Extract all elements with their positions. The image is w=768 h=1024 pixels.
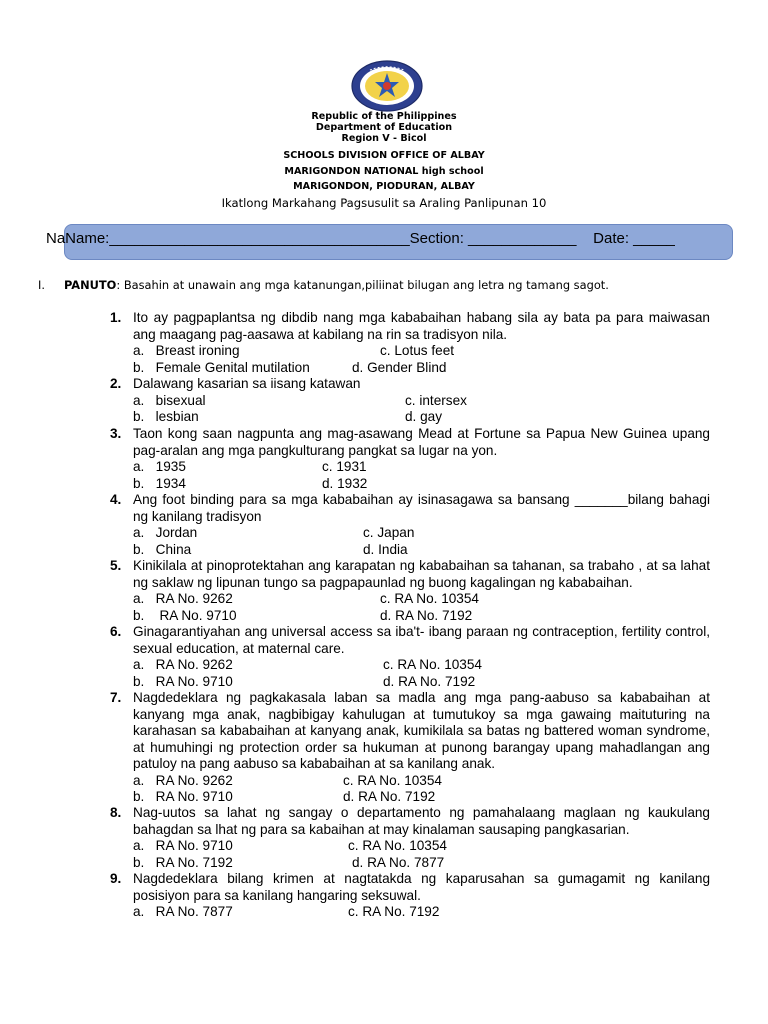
- directions-number: I.: [38, 278, 45, 292]
- question-text: Ang foot binding para sa mga kababaihan ay isinasagawa sa bansang _______bilang bahagi ng kanilang tradisyon: [133, 492, 710, 524]
- answer-option[interactable]: c. RA No. 10354: [380, 591, 479, 606]
- question-number: 9.: [110, 871, 122, 886]
- answer-option[interactable]: a. Jordan: [133, 525, 198, 540]
- question-number: 5.: [110, 558, 122, 573]
- answer-option[interactable]: d. RA No. 7192: [383, 673, 476, 689]
- header-address: MARIGONDON, PIODURAN, ALBAY: [293, 181, 475, 192]
- answer-option[interactable]: d. RA No. 7192: [343, 789, 436, 804]
- answer-option[interactable]: d. RA No. 7192: [380, 607, 473, 623]
- answer-option[interactable]: b. China: [133, 541, 192, 557]
- answer-options: [0, 838, 768, 871]
- question-item: [0, 871, 768, 937]
- question-number: 8.: [110, 805, 122, 820]
- answer-option[interactable]: b. RA No. 7192: [133, 854, 233, 870]
- directions-text: : Basahin at unawain ang mga katanungan,piliinat bilugan ang letra ng tamang sagot.: [116, 278, 609, 292]
- header-school: [0, 148, 768, 195]
- header-region: Region V - Bicol: [341, 133, 427, 144]
- answer-option[interactable]: c. RA No. 10354: [348, 838, 447, 853]
- question-text: Taon kong saan nagpunta ang mag-asawang Mead at Fortune sa Papua New Guinea upang pag-aralan ang mga pangkulturang pangkat sa lugar na yon.: [133, 426, 710, 458]
- answer-option[interactable]: b. 1934: [133, 475, 186, 491]
- question-item: [0, 492, 768, 558]
- answer-options: [0, 343, 768, 376]
- answer-option[interactable]: c. Japan: [363, 525, 415, 540]
- answer-option[interactable]: b. lesbian: [133, 409, 199, 424]
- answer-option[interactable]: d. Gender Blind: [352, 359, 447, 375]
- question-text: Ginagarantiyahan ang universal access sa iba't- ibang paraan ng contraception, fertility control, sexual education, at maternal care.: [133, 624, 710, 656]
- answer-option[interactable]: a. 1935: [133, 459, 186, 474]
- answer-options: [0, 459, 768, 492]
- answer-options: [0, 393, 768, 426]
- answer-option[interactable]: d. RA No. 7877: [352, 854, 445, 870]
- question-number: 7.: [110, 690, 122, 705]
- question-item: [0, 426, 768, 492]
- question-text: Ito ay pagpaplantsa ng dibdib nang mga kababaihan habang sila ay bata pa para maiwasan ang maagang pag-aasawa at kabilang na rin sa tradisyon nila.: [133, 310, 710, 342]
- question-number: 2.: [110, 376, 122, 391]
- answer-option[interactable]: d. 1932: [322, 475, 368, 491]
- answer-option[interactable]: b. RA No. 9710: [133, 789, 233, 804]
- answer-option[interactable]: a. RA No. 9262: [133, 657, 233, 672]
- answer-option[interactable]: c. RA No. 7192: [348, 904, 440, 919]
- directions: [38, 278, 609, 292]
- question-item: [0, 805, 768, 871]
- answer-options: [0, 773, 768, 806]
- answer-option[interactable]: a. RA No. 7877: [133, 904, 233, 919]
- answer-option[interactable]: a. RA No. 9262: [133, 772, 233, 788]
- question-item: [0, 376, 768, 426]
- question-number: 3.: [110, 426, 122, 441]
- answer-option[interactable]: c. RA No. 10354: [343, 772, 442, 788]
- answer-options: [0, 525, 768, 558]
- answer-option[interactable]: a. Breast ironing: [133, 343, 240, 358]
- answer-options: [0, 657, 768, 690]
- answer-options: [0, 591, 768, 624]
- answer-option[interactable]: b. Female Genital mutilation: [133, 359, 310, 375]
- answer-option[interactable]: c. 1931: [322, 459, 367, 474]
- answer-option[interactable]: d. India: [363, 541, 408, 557]
- answer-option[interactable]: c. intersex: [405, 392, 467, 408]
- answer-option[interactable]: c. Lotus feet: [380, 343, 455, 358]
- header-department: Department of Education: [315, 122, 453, 133]
- answer-option[interactable]: b. RA No. 9710: [133, 673, 233, 689]
- question-item: [0, 310, 768, 376]
- header-division: SCHOOLS DIVISION OFFICE OF ALBAY: [283, 150, 485, 161]
- question-item: [0, 558, 768, 624]
- name-section-date-line[interactable]: NaName:____________________________________Section: _____________ Date: _____: [46, 230, 675, 247]
- answer-option[interactable]: a. RA No. 9262: [133, 591, 233, 606]
- header-agency: [0, 111, 768, 144]
- question-text: Kinikilala at pinoprotektahan ang karapatan ng kababaihan sa tahanan, sa trabaho , at sa lahat ng saklaw ng lipunan tungo sa pagpapaunlad ng buong kagalingan ng kababaihan.: [133, 558, 710, 590]
- question-text: Nagdedeklara bilang krimen at nagtatakda ng kaparusahan sa gumagamit ng kanilang posisiyon para sa kanilang hangaring seksuwal.: [133, 871, 710, 903]
- answer-option[interactable]: a. RA No. 9710: [133, 838, 233, 853]
- question-text: Nag-uutos sa lahat ng sangay o departamento ng pamahalaang maglaan ng kaukulang bahagdan sa lhat ng para sa kabaihan at may kinalaman sausaping pangkasarian.: [133, 805, 710, 837]
- question-text: Nagdedeklara ng pagkakasala laban sa madla ang mga pang-aabuso sa kababaihan at kanyang mga anak, nagbibigay kahulugan at tumutukoy sa mga gawaing maituturing na karahasan sa kababaihan at kanyang anak, kumikilala sa batas ng battered woman syndrome, at humuhingi ng protection order sa hukuman at punong barangay upang mahadlangan ang patuloy na pang aabuso sa kababaihan at sa kanilang anak.: [133, 690, 710, 771]
- question-item: [0, 690, 768, 806]
- answer-option[interactable]: b. RA No. 9710: [133, 607, 237, 623]
- exam-title: Ikatlong Markahang Pagsusulit sa Araling Panlipunan 10: [221, 196, 547, 210]
- question-number: 1.: [110, 310, 122, 325]
- answer-option[interactable]: a. bisexual: [133, 392, 206, 408]
- answer-option[interactable]: c. RA No. 10354: [383, 657, 482, 672]
- answer-options: [0, 904, 768, 937]
- question-item: [0, 624, 768, 690]
- header-school-name: MARIGONDON NATIONAL high school: [284, 165, 484, 177]
- directions-label: PANUTO: [64, 278, 117, 292]
- question-number: 4.: [110, 492, 122, 507]
- deped-seal-icon: [350, 60, 424, 112]
- answer-option[interactable]: d. gay: [405, 409, 443, 424]
- header-republic: Republic of the Philippines: [311, 111, 457, 122]
- question-number: 6.: [110, 624, 122, 639]
- question-text: Dalawang kasarian sa iisang katawan: [133, 376, 361, 391]
